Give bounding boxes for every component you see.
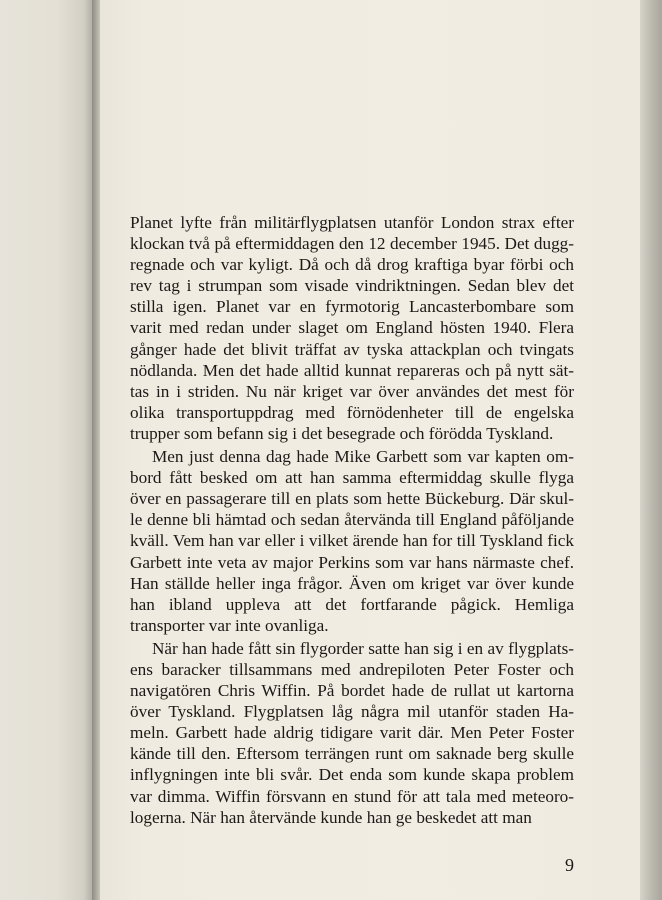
facing-page xyxy=(0,0,95,900)
body-text xyxy=(130,212,574,828)
page-number: 9 xyxy=(565,855,574,875)
paragraph-3: När han hade fått sin flygorder satte han sig i en av flygplatsens baracker tillsammans med andrepiloten Peter Foster och navigatören Chris Wiffin. På bordet hade de rullat ut kartorna över Tyskland. Flygplatsen låg några mil utanför staden Hameln. Garbett hade aldrig tidigare varit där. Men Peter Foster kände till den. Eftersom terrängen runt om saknade berg skulle inflygningen inte bli svår. Det enda som kunde skapa problem var dimma. Wiffin försvann en stund för att tala med meteorologerna. När han återvände kunde han ge beskedet att man xyxy=(130,638,574,827)
paragraph-1: Planet lyfte från militärflygplatsen utanför London strax efter klockan två på eftermiddagen den 12 december 1945. Det duggregnade och var kyligt. Då och då drog kraftiga byar förbi och rev tag i strumpan som visade vindriktningen. Sedan blev det stilla igen. Planet var en fyrmotorig Lancasterbombare som varit med redan under slaget om England hösten 1940. Flera gånger hade det blivit träffat av tyska attackplan och tvingats nödlanda. Men det hade alltid kunnat repareras och på nytt sättas in i striden. Nu när kriget var över användes det mest för olika transportuppdrag med förnödenheter till de engelska trupper som befann sig i det besegrade och förödda Tyskland. xyxy=(130,213,574,443)
page-edge xyxy=(640,0,662,900)
paragraph-2: Men just denna dag hade Mike Garbett som var kapten ombord fått besked om att han samma eftermiddag skulle flyga över en passagerare till en plats som hette Bückeburg. Där skulle denne bli hämtad och sedan återvända till England påföljande kväll. Vem han var eller i vilket ärende han for till Tyskland fick Garbett inte veta av major Perkins som var hans närmaste chef. Han ställde heller inga frågor. Även om kriget var över kunde han ibland uppleva att det fortfarande pågick. Hemliga transporter var inte ovanliga. xyxy=(130,447,574,635)
